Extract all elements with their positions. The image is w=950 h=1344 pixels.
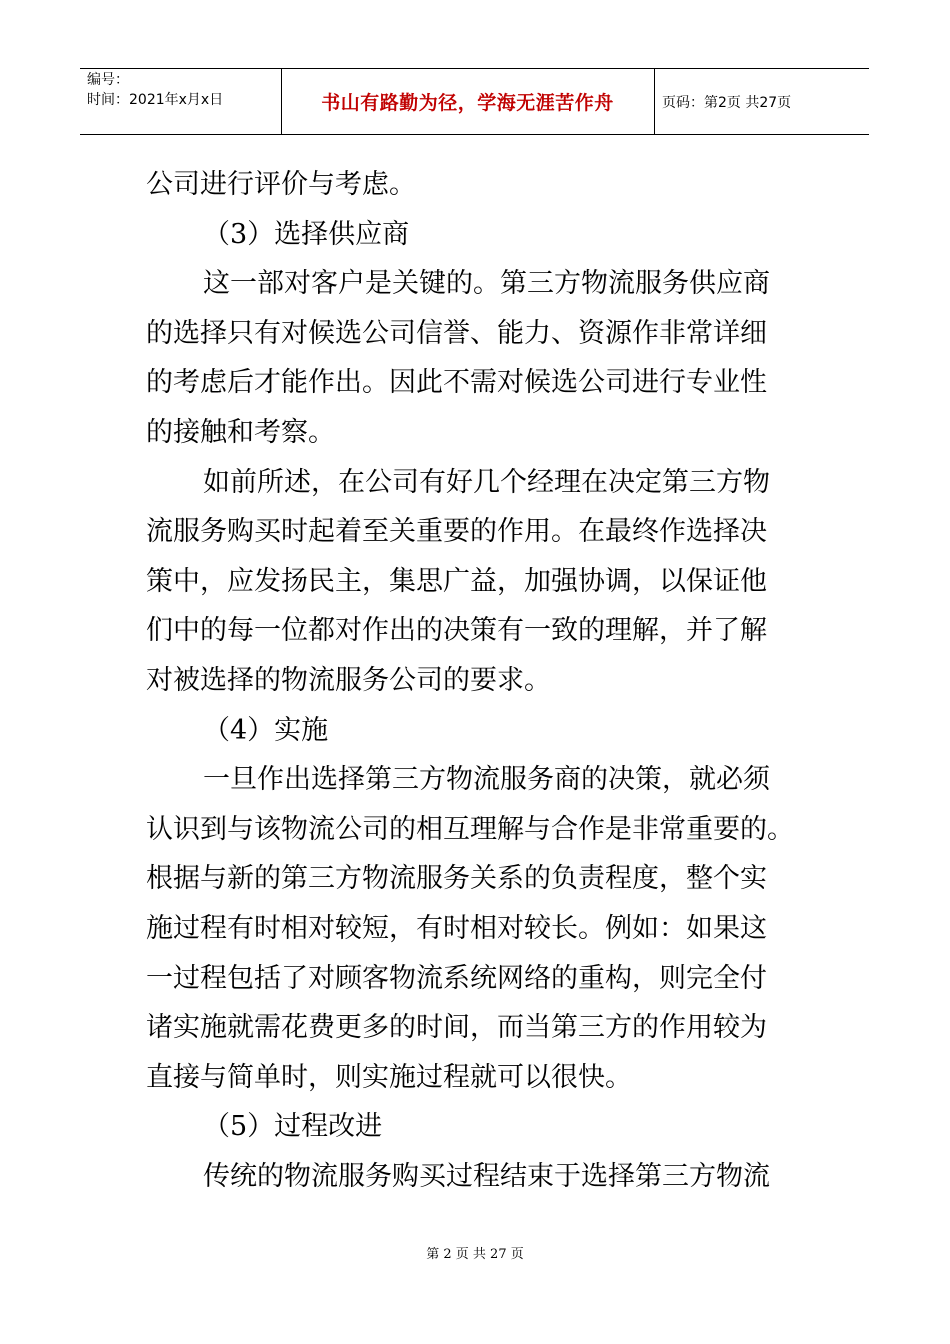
body-line: 这一部对客户是关键的。第三方物流服务供应商 [203,268,770,300]
header-info-cell [80,69,282,134]
body-line: 根据与新的第三方物流服务关系的负责程度，整个实 [146,863,767,895]
body-line: 对被选择的物流服务公司的要求。 [146,664,551,696]
body-line: 诸实施就需花费更多的时间，而当第三方的作用较为 [146,1012,767,1044]
document-date-label: 时间：2021年x月x日 [87,92,224,108]
body-line: 一旦作出选择第三方物流服务商的决策，就必须 [203,764,770,796]
body-line: 传统的物流服务购买过程结束于选择第三方物流 [203,1160,770,1192]
body-line: 策中，应发扬民主，集思广益，加强协调，以保证他 [146,565,767,597]
document-body [146,160,808,1201]
body-line: 的选择只有对候选公司信誉、能力、资源作非常详细 [146,317,767,349]
body-line: 的接触和考察。 [146,416,335,448]
section-heading: （5）过程改进 [203,1111,383,1143]
body-line: 一过程包括了对顾客物流系统网络的重构，则完全付 [146,962,767,994]
document-number-label: 编号： [87,72,129,88]
body-line: 认识到与该物流公司的相互理解与合作是非常重要的。 [146,813,794,845]
section-heading: （4）实施 [203,714,329,746]
body-line: 流服务购买时起着至关重要的作用。在最终作选择决 [146,516,767,548]
page-footer: 第 2 页 共 27 页 [426,1247,524,1262]
body-line: 公司进行评价与考虑。 [146,169,416,200]
body-line: 们中的每一位都对作出的决策有一致的理解，并了解 [146,615,767,647]
page-header [80,68,869,135]
header-motto-cell [281,69,655,134]
section-heading: （3）选择供应商 [203,218,410,250]
header-page-number: 页码：第2页 共27页 [662,95,792,111]
header-motto: 书山有路勤为径，学海无涯苦作舟 [321,92,614,114]
body-line: 施过程有时相对较短，有时相对较长。例如：如果这 [146,912,767,944]
header-page-cell [654,69,869,134]
body-line: 的考虑后才能作出。因此不需对候选公司进行专业性 [146,367,767,399]
body-line: 如前所述，在公司有好几个经理在决定第三方物 [203,466,770,498]
body-line: 直接与简单时，则实施过程就可以很快。 [146,1061,632,1093]
